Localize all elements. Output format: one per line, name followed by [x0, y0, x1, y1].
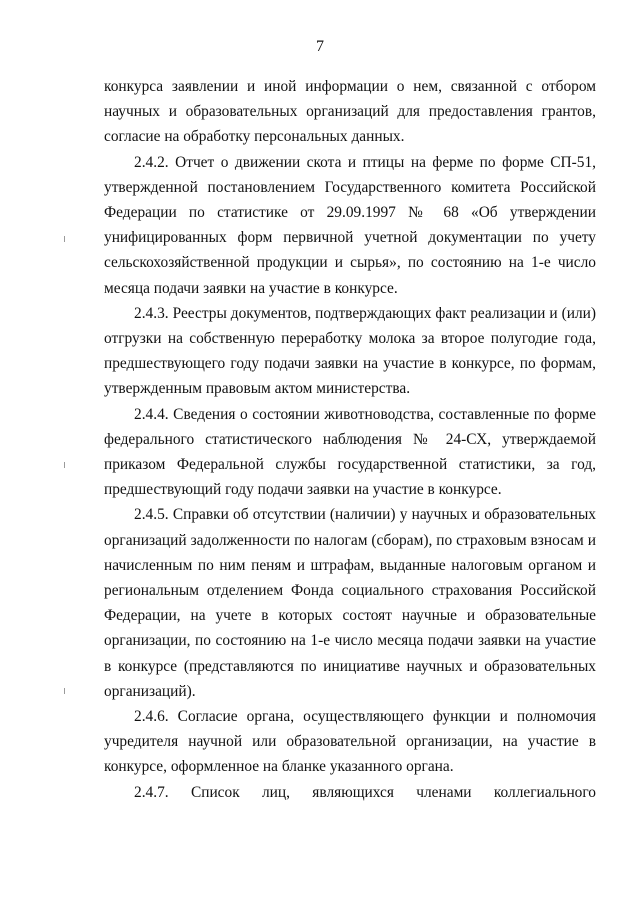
margin-mark [64, 462, 65, 468]
word: 2.4.7. [134, 783, 169, 801]
paragraph: 2.4.2. Отчет о движении скота и птицы на ферме по форме СП-51, утвержденной постановлением Государственного комитета Российской Федерации по статистике от 29.09.1997 № 68 «Об утверждении унифицированных форм первичной учетной документации по учету сельскохозяйственной продукции и сырья», по состоянию на 1-е число месяца подачи заявки на участие в конкурсе. [104, 153, 596, 297]
word: Список [190, 783, 240, 801]
margin-mark [64, 688, 65, 694]
word: коллегиального [493, 783, 596, 801]
paragraph: 2.4.5. Справки об отсутствии (наличии) у научных и образовательных организаций задолженности по налогам (сборам), по страховым взносам и начисленным по ним пеням и штрафам, выданные налоговым органом и региональным отделением Фонда социального страхования Российской Федерации, на учете в которых состоят научные и образовательные организации, по состоянию на 1-е число месяца подачи заявки на участие в конкурсе (представляются по инициативе научных и образовательных организаций). [104, 506, 596, 700]
margin-mark [64, 236, 65, 242]
paragraph: 2.4.4. Сведения о состоянии животноводства, составленные по форме федерального статистического наблюдения № 24-СХ, утверждаемой приказом Федеральной службы государственной статистики, за год, предшествующий году подачи заявки на участие в конкурсе. [104, 405, 596, 499]
word: лиц, [261, 783, 290, 801]
paragraph: 2.4.3. Реестры документов, подтверждающих факт реализации и (или) отгрузки на собственную переработку молока за второе полугодие года, предшествующего году подачи заявки на участие в конкурсе, по формам, утвержденным правовым актом министерства. [104, 304, 596, 398]
paragraph: 2.4.6. Согласие органа, осуществляющего функции и полномочия учредителя научной или образовательной организации, на участие в конкурсе, оформленное на бланке указанного органа. [104, 708, 596, 776]
word: членами [416, 783, 472, 801]
word: являющихся [312, 783, 394, 801]
paragraph-continued [104, 780, 596, 805]
page-number: 7 [316, 38, 324, 55]
paragraph: конкурса заявлении и иной информации о нем, связанной с отбором научных и образовательных организаций для предоставления грантов, согласие на обработку персональных данных. [104, 78, 596, 146]
document-body [104, 74, 596, 805]
